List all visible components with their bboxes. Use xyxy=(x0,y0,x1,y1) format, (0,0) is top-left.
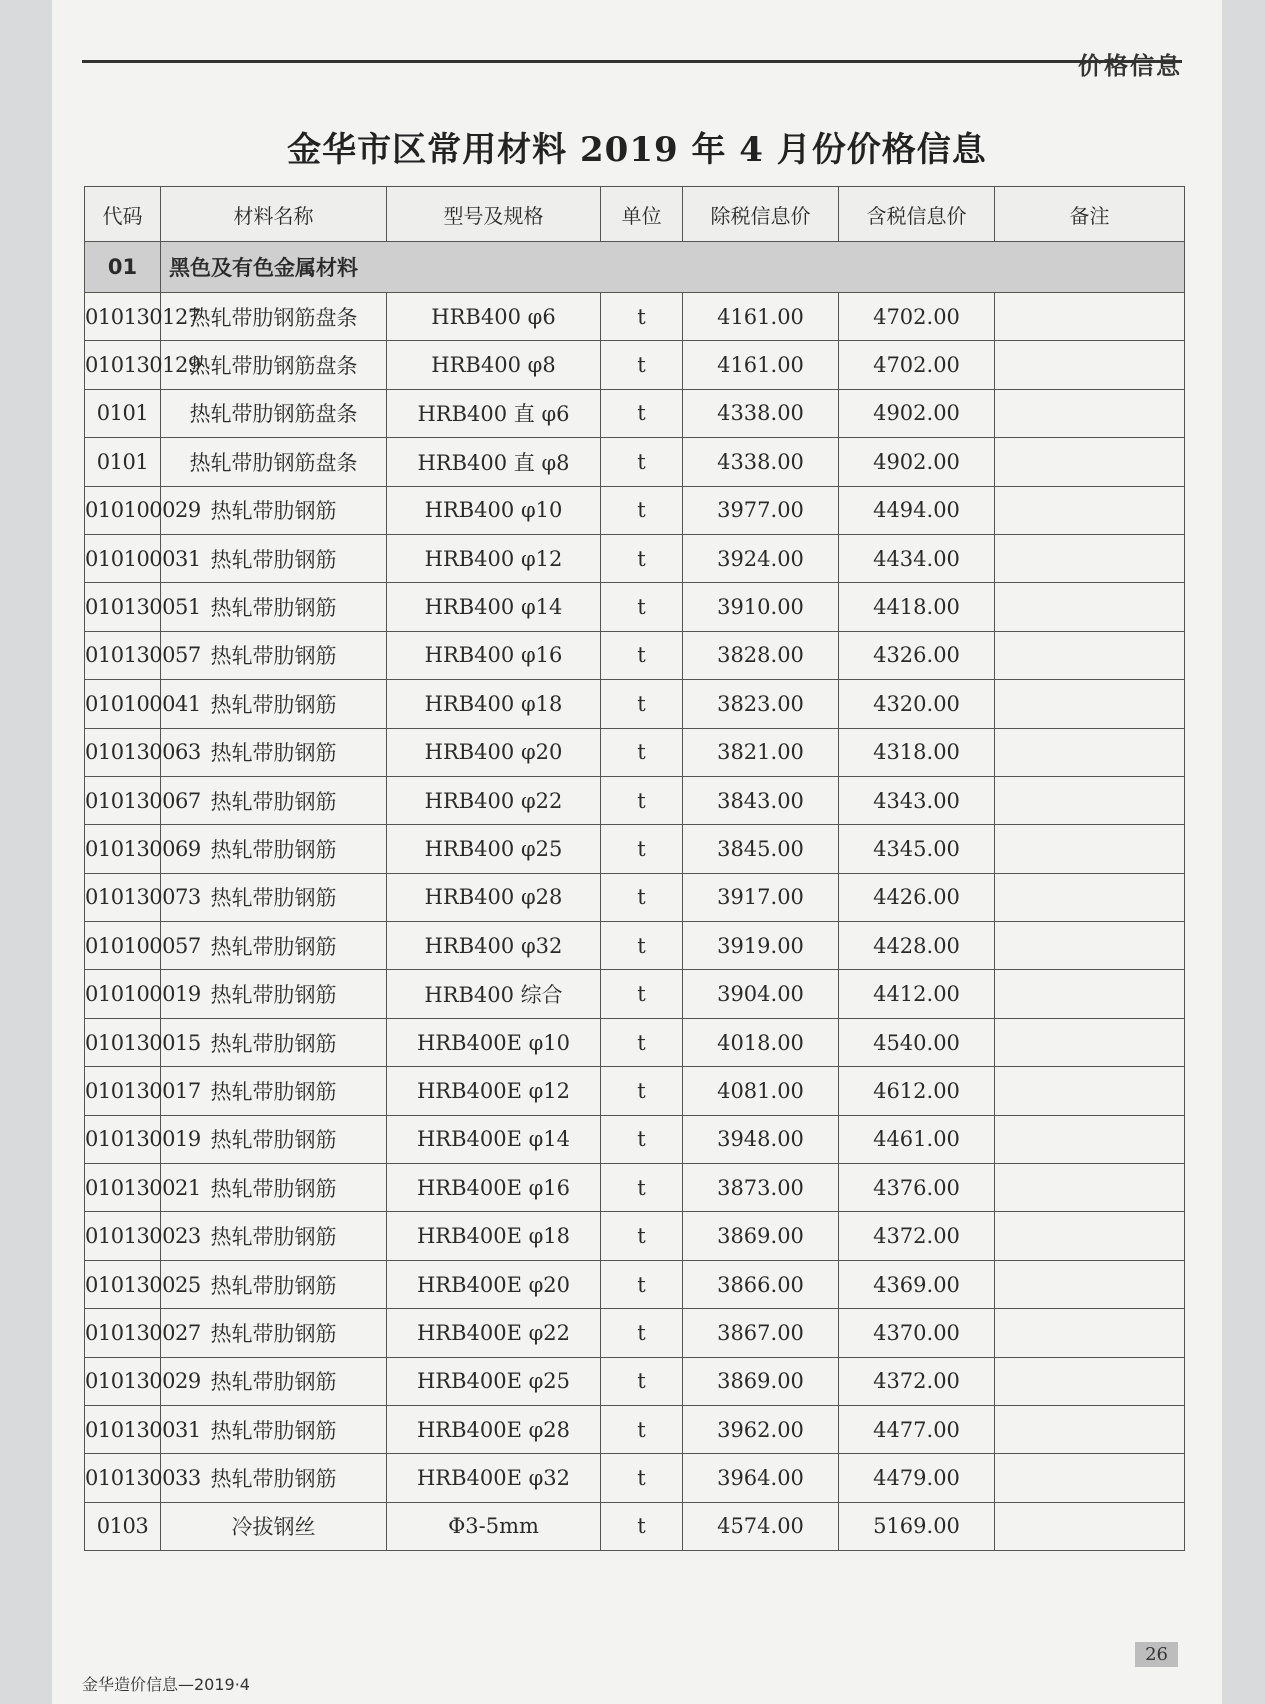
cell-price-ex-tax: 4574.00 xyxy=(683,1502,839,1550)
section-code: 01 xyxy=(85,242,161,293)
cell-price-ex-tax: 4161.00 xyxy=(683,293,839,341)
cell-spec: HRB400E φ14 xyxy=(387,1115,601,1163)
cell-name: 热轧带肋钢筋 xyxy=(161,1260,387,1308)
cell-price-inc-tax: 4320.00 xyxy=(839,680,995,728)
cell-unit: t xyxy=(601,728,683,776)
cell-price-ex-tax: 3977.00 xyxy=(683,486,839,534)
cell-spec: Φ3-5mm xyxy=(387,1502,601,1550)
cell-name: 热轧带肋钢筋 xyxy=(161,1018,387,1066)
cell-unit: t xyxy=(601,1260,683,1308)
cell-name: 热轧带肋钢筋 xyxy=(161,776,387,824)
cell-price-inc-tax: 4369.00 xyxy=(839,1260,995,1308)
cell-code: 010100029 xyxy=(85,486,161,534)
cell-price-ex-tax: 3867.00 xyxy=(683,1309,839,1357)
cell-price-inc-tax: 4612.00 xyxy=(839,1067,995,1115)
cell-name: 热轧带肋钢筋 xyxy=(161,1454,387,1502)
cell-spec: HRB400 φ8 xyxy=(387,341,601,389)
cell-code: 010130057 xyxy=(85,631,161,679)
cell-price-inc-tax: 4343.00 xyxy=(839,776,995,824)
cell-price-inc-tax: 4702.00 xyxy=(839,293,995,341)
cell-code: 010130023 xyxy=(85,1212,161,1260)
cell-price-inc-tax: 4540.00 xyxy=(839,1018,995,1066)
cell-code: 010130031 xyxy=(85,1405,161,1453)
header-price-ex-tax: 除税信息价 xyxy=(683,187,839,242)
cell-name: 热轧带肋钢筋 xyxy=(161,680,387,728)
cell-name: 热轧带肋钢筋 xyxy=(161,1067,387,1115)
cell-remark xyxy=(995,1502,1185,1550)
cell-spec: HRB400 φ22 xyxy=(387,776,601,824)
cell-remark xyxy=(995,776,1185,824)
cell-code: 0101 xyxy=(85,389,161,437)
cell-price-inc-tax: 4418.00 xyxy=(839,583,995,631)
cell-price-inc-tax: 4372.00 xyxy=(839,1212,995,1260)
cell-spec: HRB400 φ10 xyxy=(387,486,601,534)
cell-price-inc-tax: 4345.00 xyxy=(839,825,995,873)
cell-price-ex-tax: 3924.00 xyxy=(683,534,839,582)
cell-unit: t xyxy=(601,293,683,341)
cell-price-ex-tax: 3843.00 xyxy=(683,776,839,824)
cell-code: 0103 xyxy=(85,1502,161,1550)
cell-code: 010100031 xyxy=(85,534,161,582)
header-code: 代码 xyxy=(85,187,161,242)
cell-spec: HRB400 φ18 xyxy=(387,680,601,728)
cell-unit: t xyxy=(601,1164,683,1212)
cell-price-inc-tax: 4902.00 xyxy=(839,438,995,486)
cell-name: 热轧带肋钢筋 xyxy=(161,1309,387,1357)
cell-price-ex-tax: 3962.00 xyxy=(683,1405,839,1453)
table-row xyxy=(85,1405,1185,1453)
cell-spec: HRB400 φ25 xyxy=(387,825,601,873)
cell-name: 热轧带肋钢筋 xyxy=(161,922,387,970)
cell-price-ex-tax: 3919.00 xyxy=(683,922,839,970)
table-row xyxy=(85,970,1185,1018)
cell-price-ex-tax: 3904.00 xyxy=(683,970,839,1018)
cell-unit: t xyxy=(601,438,683,486)
cell-spec: HRB400E φ28 xyxy=(387,1405,601,1453)
cell-unit: t xyxy=(601,1502,683,1550)
cell-code: 010130063 xyxy=(85,728,161,776)
cell-price-ex-tax: 4161.00 xyxy=(683,341,839,389)
cell-code: 010130129 xyxy=(85,341,161,389)
cell-spec: HRB400 φ28 xyxy=(387,873,601,921)
cell-spec: HRB400E φ16 xyxy=(387,1164,601,1212)
cell-unit: t xyxy=(601,534,683,582)
cell-remark xyxy=(995,1212,1185,1260)
cell-price-ex-tax: 3869.00 xyxy=(683,1212,839,1260)
cell-code: 010130127 xyxy=(85,293,161,341)
cell-price-ex-tax: 3964.00 xyxy=(683,1454,839,1502)
cell-unit: t xyxy=(601,486,683,534)
table-row xyxy=(85,728,1185,776)
cell-code: 010100041 xyxy=(85,680,161,728)
table-row xyxy=(85,1115,1185,1163)
cell-price-inc-tax: 4434.00 xyxy=(839,534,995,582)
cell-price-inc-tax: 4428.00 xyxy=(839,922,995,970)
table-row xyxy=(85,1502,1185,1550)
cell-price-ex-tax: 3873.00 xyxy=(683,1164,839,1212)
cell-spec: HRB400E φ18 xyxy=(387,1212,601,1260)
cell-name: 热轧带肋钢筋 xyxy=(161,728,387,776)
section-row xyxy=(85,242,1185,293)
cell-remark xyxy=(995,1454,1185,1502)
cell-unit: t xyxy=(601,873,683,921)
cell-price-ex-tax: 3845.00 xyxy=(683,825,839,873)
cell-price-ex-tax: 3917.00 xyxy=(683,873,839,921)
cell-code: 010130033 xyxy=(85,1454,161,1502)
cell-code: 010100057 xyxy=(85,922,161,970)
cell-unit: t xyxy=(601,1454,683,1502)
cell-price-inc-tax: 4702.00 xyxy=(839,341,995,389)
header-name: 材料名称 xyxy=(161,187,387,242)
cell-unit: t xyxy=(601,970,683,1018)
cell-unit: t xyxy=(601,1405,683,1453)
cell-remark xyxy=(995,1164,1185,1212)
cell-unit: t xyxy=(601,1018,683,1066)
cell-remark xyxy=(995,873,1185,921)
cell-price-ex-tax: 4081.00 xyxy=(683,1067,839,1115)
cell-remark xyxy=(995,583,1185,631)
cell-spec: HRB400 φ12 xyxy=(387,534,601,582)
cell-remark xyxy=(995,1115,1185,1163)
header-remark: 备注 xyxy=(995,187,1185,242)
cell-unit: t xyxy=(601,1212,683,1260)
cell-code: 010130021 xyxy=(85,1164,161,1212)
cell-remark xyxy=(995,1405,1185,1453)
cell-remark xyxy=(995,1260,1185,1308)
cell-unit: t xyxy=(601,341,683,389)
table-row xyxy=(85,1260,1185,1308)
cell-remark xyxy=(995,341,1185,389)
cell-unit: t xyxy=(601,825,683,873)
cell-name: 热轧带肋钢筋 xyxy=(161,583,387,631)
cell-remark xyxy=(995,1018,1185,1066)
price-table xyxy=(84,186,1185,1551)
cell-remark xyxy=(995,728,1185,776)
cell-code: 010130069 xyxy=(85,825,161,873)
table-row xyxy=(85,631,1185,679)
table-row xyxy=(85,922,1185,970)
table-row xyxy=(85,486,1185,534)
header-spec: 型号及规格 xyxy=(387,187,601,242)
section-name: 黑色及有色金属材料 xyxy=(161,242,1185,293)
cell-spec: HRB400 φ32 xyxy=(387,922,601,970)
cell-price-ex-tax: 3821.00 xyxy=(683,728,839,776)
table-row xyxy=(85,1309,1185,1357)
cell-code: 010130015 xyxy=(85,1018,161,1066)
cell-remark xyxy=(995,631,1185,679)
cell-spec: HRB400 直 φ8 xyxy=(387,438,601,486)
cell-price-inc-tax: 4461.00 xyxy=(839,1115,995,1163)
cell-remark xyxy=(995,534,1185,582)
cell-price-inc-tax: 4372.00 xyxy=(839,1357,995,1405)
table-row xyxy=(85,1018,1185,1066)
cell-remark xyxy=(995,922,1185,970)
table-row xyxy=(85,680,1185,728)
cell-remark xyxy=(995,486,1185,534)
cell-code: 010130017 xyxy=(85,1067,161,1115)
cell-remark xyxy=(995,1357,1185,1405)
cell-spec: HRB400E φ32 xyxy=(387,1454,601,1502)
cell-code: 010130027 xyxy=(85,1309,161,1357)
table-row xyxy=(85,873,1185,921)
cell-price-inc-tax: 4494.00 xyxy=(839,486,995,534)
cell-price-ex-tax: 3828.00 xyxy=(683,631,839,679)
cell-remark xyxy=(995,1309,1185,1357)
cell-remark xyxy=(995,825,1185,873)
cell-remark xyxy=(995,680,1185,728)
table-row xyxy=(85,1454,1185,1502)
cell-code: 010130067 xyxy=(85,776,161,824)
table-row xyxy=(85,1067,1185,1115)
header-unit: 单位 xyxy=(601,187,683,242)
page-title: 金华市区常用材料 2019 年 4 月份价格信息 xyxy=(287,130,987,170)
cell-spec: HRB400 φ16 xyxy=(387,631,601,679)
cell-unit: t xyxy=(601,922,683,970)
cell-price-ex-tax: 4338.00 xyxy=(683,389,839,437)
table-row xyxy=(85,389,1185,437)
cell-unit: t xyxy=(601,1309,683,1357)
publication-footer: 金华造价信息—2019·4 xyxy=(82,1675,250,1694)
cell-name: 热轧带肋钢筋 xyxy=(161,1357,387,1405)
header-price-inc-tax: 含税信息价 xyxy=(839,187,995,242)
cell-unit: t xyxy=(601,583,683,631)
section-tag: 价格信息 xyxy=(1078,52,1182,80)
cell-name: 热轧带肋钢筋盘条 xyxy=(161,293,387,341)
document-page xyxy=(52,0,1222,1704)
cell-spec: HRB400E φ12 xyxy=(387,1067,601,1115)
cell-name: 热轧带肋钢筋盘条 xyxy=(161,341,387,389)
table-row xyxy=(85,293,1185,341)
cell-name: 热轧带肋钢筋 xyxy=(161,1115,387,1163)
cell-price-inc-tax: 4370.00 xyxy=(839,1309,995,1357)
table-row xyxy=(85,341,1185,389)
cell-unit: t xyxy=(601,1357,683,1405)
cell-name: 热轧带肋钢筋盘条 xyxy=(161,389,387,437)
table-row xyxy=(85,776,1185,824)
cell-name: 热轧带肋钢筋盘条 xyxy=(161,438,387,486)
cell-unit: t xyxy=(601,776,683,824)
table-header-row xyxy=(85,187,1185,242)
table-row xyxy=(85,438,1185,486)
table-row xyxy=(85,1357,1185,1405)
cell-price-ex-tax: 3910.00 xyxy=(683,583,839,631)
cell-price-inc-tax: 4426.00 xyxy=(839,873,995,921)
cell-remark xyxy=(995,293,1185,341)
cell-price-inc-tax: 4412.00 xyxy=(839,970,995,1018)
table-row xyxy=(85,583,1185,631)
cell-spec: HRB400 φ14 xyxy=(387,583,601,631)
cell-code: 010130029 xyxy=(85,1357,161,1405)
cell-price-ex-tax: 3866.00 xyxy=(683,1260,839,1308)
cell-name: 冷拔钢丝 xyxy=(161,1502,387,1550)
header-rule xyxy=(82,60,1182,63)
cell-spec: HRB400 综合 xyxy=(387,970,601,1018)
cell-unit: t xyxy=(601,631,683,679)
cell-price-ex-tax: 4338.00 xyxy=(683,438,839,486)
cell-name: 热轧带肋钢筋 xyxy=(161,1212,387,1260)
cell-price-inc-tax: 4479.00 xyxy=(839,1454,995,1502)
cell-name: 热轧带肋钢筋 xyxy=(161,825,387,873)
cell-name: 热轧带肋钢筋 xyxy=(161,486,387,534)
table-row xyxy=(85,1212,1185,1260)
cell-spec: HRB400 φ6 xyxy=(387,293,601,341)
table-row xyxy=(85,534,1185,582)
cell-remark xyxy=(995,1067,1185,1115)
cell-spec: HRB400 φ20 xyxy=(387,728,601,776)
cell-name: 热轧带肋钢筋 xyxy=(161,1164,387,1212)
cell-unit: t xyxy=(601,1115,683,1163)
cell-code: 0101 xyxy=(85,438,161,486)
cell-remark xyxy=(995,970,1185,1018)
cell-spec: HRB400E φ10 xyxy=(387,1018,601,1066)
cell-spec: HRB400E φ20 xyxy=(387,1260,601,1308)
cell-price-inc-tax: 4326.00 xyxy=(839,631,995,679)
table-row xyxy=(85,1164,1185,1212)
cell-price-inc-tax: 4318.00 xyxy=(839,728,995,776)
cell-name: 热轧带肋钢筋 xyxy=(161,873,387,921)
cell-price-inc-tax: 4376.00 xyxy=(839,1164,995,1212)
cell-unit: t xyxy=(601,389,683,437)
cell-price-inc-tax: 4477.00 xyxy=(839,1405,995,1453)
cell-unit: t xyxy=(601,1067,683,1115)
cell-code: 010100019 xyxy=(85,970,161,1018)
cell-name: 热轧带肋钢筋 xyxy=(161,534,387,582)
cell-spec: HRB400E φ25 xyxy=(387,1357,601,1405)
cell-price-ex-tax: 3869.00 xyxy=(683,1357,839,1405)
cell-price-ex-tax: 3823.00 xyxy=(683,680,839,728)
cell-price-inc-tax: 5169.00 xyxy=(839,1502,995,1550)
cell-code: 010130051 xyxy=(85,583,161,631)
cell-spec: HRB400E φ22 xyxy=(387,1309,601,1357)
cell-remark xyxy=(995,438,1185,486)
cell-unit: t xyxy=(601,680,683,728)
cell-code: 010130025 xyxy=(85,1260,161,1308)
table-row xyxy=(85,825,1185,873)
cell-code: 010130073 xyxy=(85,873,161,921)
cell-price-inc-tax: 4902.00 xyxy=(839,389,995,437)
cell-remark xyxy=(995,389,1185,437)
cell-price-ex-tax: 3948.00 xyxy=(683,1115,839,1163)
cell-spec: HRB400 直 φ6 xyxy=(387,389,601,437)
cell-name: 热轧带肋钢筋 xyxy=(161,970,387,1018)
page-number: 26 xyxy=(1135,1642,1178,1667)
cell-name: 热轧带肋钢筋 xyxy=(161,631,387,679)
cell-price-ex-tax: 4018.00 xyxy=(683,1018,839,1066)
cell-name: 热轧带肋钢筋 xyxy=(161,1405,387,1453)
cell-code: 010130019 xyxy=(85,1115,161,1163)
